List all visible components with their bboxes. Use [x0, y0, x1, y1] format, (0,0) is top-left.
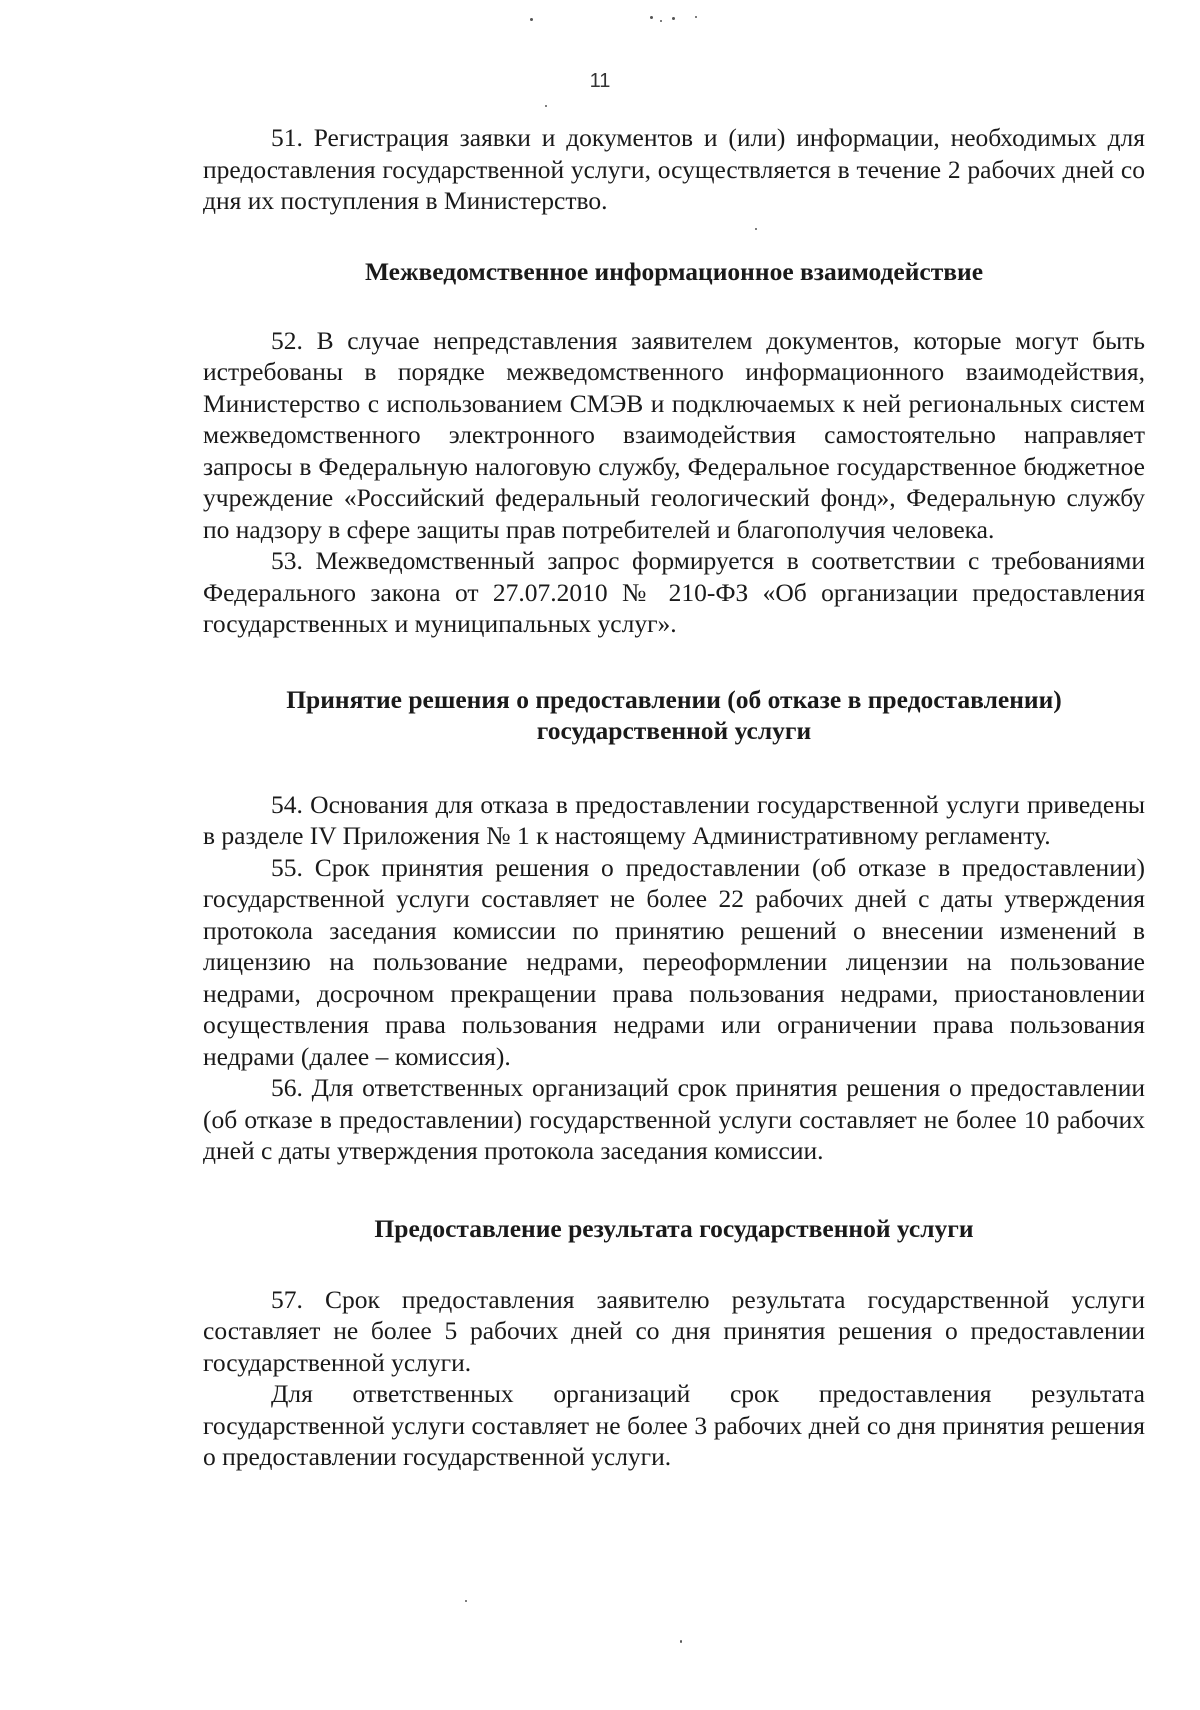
page-number: 11: [589, 70, 611, 92]
paragraph-52: 52. В случае непредставления заявителем документов, которые могут быть истребованы в порядке межведомственного информационного взаимодействия, Министерство с использованием СМЭВ и подключаемых к ней региональных систем межведомственного электронного взаимодействия самостоятельно направляет запросы в Федеральную налоговую службу, Федеральное государственное бюджетное учреждение «Российский федеральный геологический фонд», Федеральную службу по надзору в сфере защиты прав потребителей и благополучия человека.: [203, 325, 1145, 544]
paragraph-55: 55. Срок принятия решения о предоставлении (об отказе в предоставлении) государственной услуги составляет не более 22 рабочих дней с даты утверждения протокола заседания комиссии по принятию решений о внесении изменений в лицензию на пользование недрами, переоформлении лицензии на пользование недрами, досрочном прекращении права пользования недрами, приостановлении осуществления права пользования недрами или ограничении права пользования недрами (далее – комиссия).: [203, 852, 1145, 1071]
paragraph-53: 53. Межведомственный запрос формируется в соответствии с требованиями Федерального закона от 27.07.2010 № 210-ФЗ «Об организации предоставления государственных и муниципальных услуг».: [203, 546, 1145, 638]
paragraph-54: 54. Основания для отказа в предоставлении государственной услуги приведены в разделе IV Приложения № 1 к настоящему Административному регламенту.: [203, 789, 1145, 850]
heading-result: Предоставление результата государственной услуги: [374, 1213, 974, 1243]
paragraph-56: 56. Для ответственных организаций срок принятия решения о предоставлении (об отказе в предоставлении) государственной услуги составляет не более 10 рабочих дней с даты утверждения протокола заседания комиссии.: [203, 1073, 1145, 1165]
paragraph-51: 51. Регистрация заявки и документов и (или) информации, необходимых для предоставления государственной услуги, осуществляется в течение 2 рабочих дней со дня их поступления в Министерство.: [203, 123, 1145, 215]
document-body: [203, 0, 1145, 1473]
paragraph-57-continuation: Для ответственных организаций срок предоставления результата государственной услуги составляет не более 3 рабочих дней со дня принятия решения о предоставлении государственной услуги.: [203, 1379, 1145, 1471]
heading-decision: Принятие решения о предоставлении (об отказе в предоставлении) государственной услуги: [286, 684, 1062, 745]
paragraph-57: 57. Срок предоставления заявителю результата государственной услуги составляет не более 5 рабочих дней со дня принятия решения о предоставлении государственной услуги.: [203, 1284, 1145, 1377]
heading-interagency-interaction: Межведомственное информационное взаимодействие: [364, 256, 984, 286]
